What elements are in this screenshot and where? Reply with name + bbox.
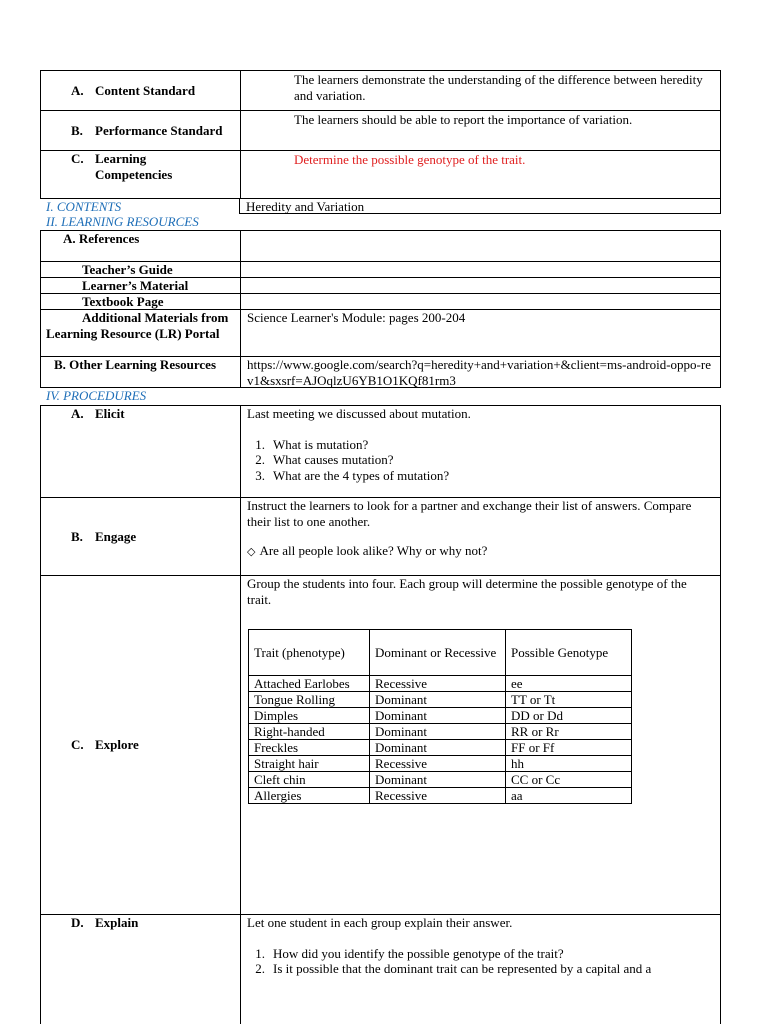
- table-cell: RR or Rr: [506, 724, 632, 740]
- references-row: [40, 230, 721, 262]
- list-item: 1. What is mutation?: [255, 436, 369, 452]
- engage-text: Instruct the learners to look for a partner and exchange their list of answers. Compare their list to one another.: [247, 498, 692, 529]
- explore-letter: C.: [71, 737, 84, 753]
- textbook-page-label-cell: [41, 294, 241, 309]
- additional-materials-row: [40, 310, 721, 357]
- other-resources-label-cell: [41, 357, 241, 387]
- teachers-guide-row: [40, 262, 721, 278]
- list-item: 2. What causes mutation?: [255, 452, 394, 467]
- learners-material-label-cell: [41, 278, 241, 293]
- other-resources-link[interactable]: https://www.google.com/search?q=heredity+and+variation+&client=ms-android-oppo-rev1&sxsrf=AJOqlzU6YB1O1KQf81rm3: [247, 357, 711, 387]
- list-item: 2. Is it possible that the dominant trait can be represented by a capital and a: [255, 961, 652, 976]
- content-standard-value-cell: [241, 71, 720, 110]
- additional-materials-label: Additional Materials from Learning Resource (LR) Portal: [46, 310, 229, 341]
- textbook-page-value-cell: [241, 294, 720, 309]
- competencies-row: [40, 151, 721, 199]
- elicit-label-cell: [41, 406, 241, 497]
- table-cell: Recessive: [370, 756, 506, 772]
- performance-standard-value-cell: [241, 111, 720, 150]
- other-resources-label: B. Other Learning Resources: [54, 357, 217, 372]
- other-resources-row: [40, 357, 721, 388]
- additional-materials-value: Science Learner's Module: pages 200-204: [247, 310, 466, 325]
- contents-topic: Heredity and Variation: [246, 199, 365, 214]
- resources-heading: II. LEARNING RESOURCES: [46, 214, 199, 229]
- textbook-page-label: Textbook Page: [82, 294, 164, 309]
- table-cell: aa: [506, 788, 632, 804]
- table-cell: Dominant: [370, 708, 506, 724]
- table-row: [249, 788, 632, 804]
- competencies-value-cell: [241, 151, 720, 198]
- teachers-guide-label-cell: [41, 262, 241, 277]
- table-cell: Attached Earlobes: [249, 676, 370, 692]
- elicit-row: [40, 405, 721, 498]
- performance-standard-letter: B.: [71, 122, 83, 138]
- content-standard-row: [40, 70, 721, 111]
- table-cell: Right-handed: [249, 724, 370, 740]
- table-cell: Recessive: [370, 676, 506, 692]
- contents-heading: I. CONTENTS: [46, 199, 122, 214]
- explain-letter: D.: [71, 915, 84, 930]
- list-item: 3. What are the 4 types of mutation?: [255, 467, 450, 483]
- procedures-heading-row: [40, 388, 721, 405]
- table-cell: ee: [506, 676, 632, 692]
- performance-standard-label-cell: [41, 111, 241, 150]
- elicit-letter: A.: [71, 406, 84, 421]
- learners-material-value-cell: [241, 278, 720, 293]
- learners-material-row: [40, 278, 721, 294]
- teachers-guide-label: Teacher’s Guide: [82, 262, 173, 277]
- engage-value-cell: [241, 498, 720, 575]
- table-cell: Allergies: [249, 788, 370, 804]
- learners-material-label: Learner’s Material: [82, 278, 189, 293]
- explain-title: Explain: [95, 915, 139, 930]
- explain-value-cell: [241, 915, 720, 1024]
- table-cell: hh: [506, 756, 632, 772]
- additional-materials-value-cell: [241, 310, 720, 356]
- engage-letter: B.: [71, 528, 83, 544]
- table-cell: CC or Cc: [506, 772, 632, 788]
- table-cell: Cleft chin: [249, 772, 370, 788]
- table-cell: FF or Ff: [506, 740, 632, 756]
- engage-label-cell: [41, 498, 241, 575]
- explore-title: Explore: [95, 737, 139, 753]
- table-cell: Dominant: [370, 772, 506, 788]
- procedures-heading-cell: [40, 388, 240, 405]
- explain-question-list: [241, 946, 720, 977]
- content-standard-text: The learners demonstrate the understanding of the difference between heredity and variation.: [294, 72, 703, 103]
- references-label: A. References: [63, 231, 140, 246]
- contents-heading-cell: [40, 199, 240, 214]
- table-row: [249, 708, 632, 724]
- competencies-label-cell: [41, 151, 241, 198]
- resources-heading-cell: [40, 214, 240, 230]
- competencies-title-line2: Competencies: [95, 166, 173, 182]
- competencies-title-line1: Learning: [95, 151, 147, 166]
- explore-text: Group the students into four. Each group will determine the possible genotype of the trait.: [247, 576, 687, 607]
- explain-row: [40, 915, 721, 1024]
- table-row: [249, 772, 632, 788]
- procedures-heading: IV. PROCEDURES: [46, 388, 147, 403]
- engage-row: [40, 498, 721, 576]
- teachers-guide-value-cell: [241, 262, 720, 277]
- table-cell: DD or Dd: [506, 708, 632, 724]
- explain-intro: Let one student in each group explain their answer.: [247, 915, 513, 930]
- performance-standard-row: [40, 111, 721, 151]
- content-standard-title: Content Standard: [95, 82, 196, 98]
- textbook-page-row: [40, 294, 721, 310]
- table-cell: Straight hair: [249, 756, 370, 772]
- genotype-table: [248, 629, 632, 804]
- elicit-value-cell: [241, 406, 720, 497]
- contents-topic-cell: [240, 199, 720, 214]
- elicit-intro: Last meeting we discussed about mutation.: [247, 406, 471, 421]
- list-item: 1. How did you identify the possible genotype of the trait?: [255, 945, 564, 961]
- table-cell: Dominant: [370, 740, 506, 756]
- table-cell: Dominant: [370, 724, 506, 740]
- engage-question-line: [247, 543, 720, 561]
- engage-title: Engage: [95, 528, 137, 544]
- explain-label-cell: [41, 915, 241, 1024]
- elicit-title: Elicit: [95, 406, 125, 421]
- table-row: [249, 756, 632, 772]
- additional-materials-label-cell: [41, 310, 241, 356]
- table-cell: TT or Tt: [506, 692, 632, 708]
- content-standard-letter: A.: [71, 82, 84, 98]
- competencies-text: Determine the possible genotype of the trait.: [294, 152, 526, 167]
- table-row: [249, 740, 632, 756]
- table-cell: Tongue Rolling: [249, 692, 370, 708]
- resources-heading-row: [40, 214, 721, 230]
- elicit-question-list: [241, 437, 720, 484]
- contents-row: [40, 199, 721, 214]
- table-cell: Dominant: [370, 692, 506, 708]
- table-row: [249, 692, 632, 708]
- references-label-cell: [41, 231, 241, 261]
- table-cell: Freckles: [249, 740, 370, 756]
- other-resources-value-cell: [241, 357, 720, 387]
- competencies-letter: C.: [71, 151, 84, 166]
- performance-standard-title: Performance Standard: [95, 122, 223, 138]
- table-header-cell: Trait (phenotype): [249, 630, 370, 676]
- table-row: [249, 676, 632, 692]
- table-header-cell: Dominant or Recessive: [370, 630, 506, 676]
- diamond-bullet-icon: ◇: [247, 546, 256, 558]
- engage-question: Are all people look alike? Why or why not?: [259, 543, 488, 558]
- references-value-cell: [241, 231, 720, 261]
- table-header-row: [249, 630, 632, 676]
- table-row: [249, 724, 632, 740]
- table-header-cell: Possible Genotype: [506, 630, 632, 676]
- explore-label-cell: [41, 576, 241, 914]
- table-cell: Dimples: [249, 708, 370, 724]
- content-standard-label-cell: [41, 71, 241, 110]
- table-cell: Recessive: [370, 788, 506, 804]
- performance-standard-text: The learners should be able to report the importance of variation.: [294, 112, 633, 127]
